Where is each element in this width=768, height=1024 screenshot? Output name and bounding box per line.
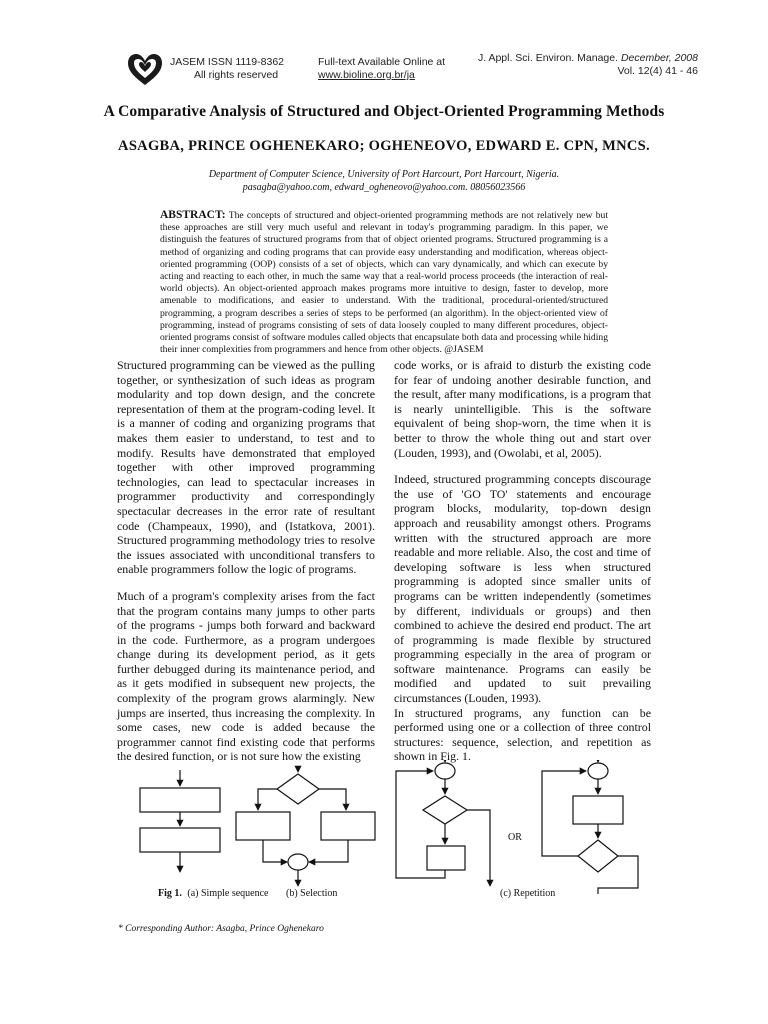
abstract-label: ABSTRACT: bbox=[160, 209, 226, 221]
diagram-repetition-b bbox=[542, 760, 638, 894]
abstract-block bbox=[160, 209, 608, 356]
body-paragraph: code works, or is afraid to disturb the existing code for fear of undoing another desirable function, and the result, after many modifications, is a program that is nearly unintelligible. This is the software equivalent of being shop-worn, the time when it is better to throw the whole thing out and start over (Louden, 1993), and (Owolabi, et al, 2005). bbox=[394, 358, 651, 460]
affiliation-text: Department of Computer Science, University of Port Harcourt, Port Harcourt, Nigeria. bbox=[208, 169, 560, 180]
fulltext-block bbox=[318, 56, 468, 82]
journal-issn-block bbox=[170, 56, 290, 82]
fulltext-label: Full-text Available Online at bbox=[318, 56, 446, 68]
body-column-right bbox=[394, 358, 651, 776]
paper-authors: ASAGBA, PRINCE OGHENEKARO; OGHENEOVO, EDWARD E. CPN, MNCS. bbox=[118, 138, 650, 154]
body-column-left bbox=[117, 358, 375, 776]
body-paragraph: In structured programs, any function can be performed using one or a collection of three control structures: sequence, selection, and repetition as shown in Fig. 1. bbox=[394, 705, 651, 764]
figure-control-structures bbox=[100, 760, 670, 920]
jasem-logo-icon bbox=[126, 52, 164, 88]
paper-title: A Comparative Analysis of Structured and Object-Oriented Programming Methods bbox=[103, 103, 665, 120]
rights-text: All rights reserved bbox=[194, 69, 279, 81]
footnote: * Corresponding Author: Asagba, Prince Oghenekaro bbox=[118, 924, 324, 934]
or-label: OR bbox=[508, 832, 522, 843]
journal-citation bbox=[470, 52, 698, 78]
fig-caption-a-text: (a) Simple sequence bbox=[187, 888, 269, 899]
fig-label: Fig 1. bbox=[158, 888, 182, 899]
diagram-sequence bbox=[140, 770, 220, 872]
body-paragraph: Structured programming can be viewed as the pulling together, or synthesization of such ideas as program modularity and top down design, and the concrete representation of them at the program-coding level. It is a manner of coding and organizing programs that makes them easier to understand, to test and to modify. Results have demonstrated that employed together with other improved programming technologies, can lead to spectacular increases in programmer productivity and correspondingly spectacular decreases in the error rate of resultant code (Champeaux, 1990), and (Istatkova, 2001). Structured programming methodology tries to resolve the issues associated with unconditional transfers to enable programmers follow the logic of programs. bbox=[117, 358, 375, 577]
fig-caption-b: (b) Selection bbox=[286, 888, 338, 899]
issn-text: JASEM ISSN 1119-8362 bbox=[170, 56, 285, 68]
journal-name: J. Appl. Sci. Environ. Manage. bbox=[477, 52, 619, 64]
abstract-text: The concepts of structured and object-oriented programming methods are not relatively new but these approaches are still very much useful and relevant in today's programming paradigm. In this paper, we distinguish the features of structured programs from that of object oriented programs. Structured programming is a method of organizing and coding programs that can provide easy understanding and modification, whereas object-oriented programming (OOP) consists of a set of objects, which can vary dynamically, and which can execute by acting and reacting to each other, in much the same way that a real-world process proceeds (the interaction of real-world objects). An object-oriented approach makes programs more intuitive to design, faster to develop, more amenable to modifications, and easier to understand. With the traditional, procedural-oriented/structured programming, a program describes a series of steps to be performed (an algorithm). In the object-oriented view of programming, instead of programs consisting of sets of data loosely coupled to many different procedures, object-oriented programs consist of software modules called objects that encapsulate both data and processing while hiding their inner complexities from programmers and hence from other objects. @JASEM bbox=[160, 210, 608, 356]
diagram-repetition-a bbox=[396, 760, 490, 886]
diagram-selection bbox=[236, 768, 375, 886]
author-affiliation bbox=[100, 169, 668, 194]
fig-caption-c: (c) Repetition bbox=[500, 888, 556, 899]
fig-caption-a bbox=[158, 888, 269, 899]
journal-volume: Vol. 12(4) 41 - 46 bbox=[617, 65, 698, 77]
contact-text: pasagba@yahoo.com, edward_ogheneovo@yahoo.com. 08056023566 bbox=[242, 181, 526, 193]
bioline-link[interactable]: www.bioline.org.br/ja bbox=[318, 69, 415, 81]
journal-date: December, 2008 bbox=[620, 52, 698, 64]
body-paragraph: Much of a program's complexity arises from the fact that the program contains many jumps to other parts of the programs - jumps both forward and backward in the code. Furthermore, as a program undergoes change during its development period, as it gets further debugged during its maintenance period, and as it gets modified in subsequent new projects, the complexity of the program grows alarmingly. New jumps are inserted, thus increasing the complexity. In some cases, new code is added because the programmer cannot find existing code that performs the desired function, or is not sure how the existing bbox=[117, 588, 375, 764]
body-paragraph: Indeed, structured programming concepts discourage the use of 'GO TO' statements and encourage program blocks, modularity, top-down design approach and reusability amongst others. Programs written with the structured approach are more readable and more reliable. Also, the cost and time of developing software is less when structured programming is adopted since smaller units of programs can be written independently (sometimes by different, individuals or groups) and then combined to achieve the desired end product. The art of programming is made flexible by structured programming especially in the area of program or software maintenance. Programs can easily be modified and updated to suit prevailing circumstances (Louden, 1993). bbox=[394, 472, 651, 706]
